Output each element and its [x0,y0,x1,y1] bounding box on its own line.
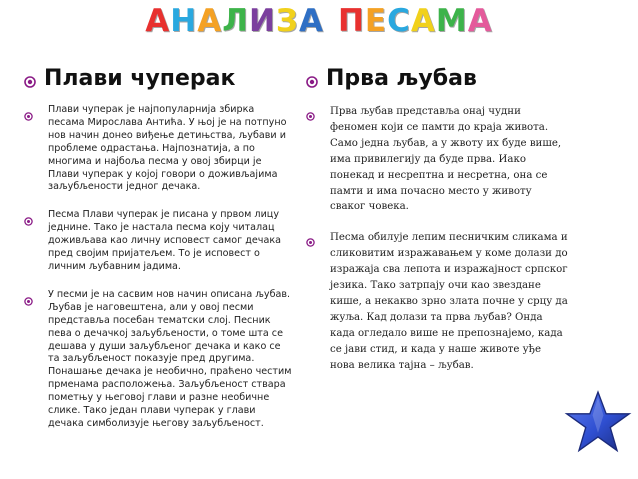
list-item [24,209,292,274]
list-item [24,289,292,431]
title-letter: Е [364,3,388,39]
left-heading-text: Плави чуперак [44,66,236,91]
bullet-text: Песма обилује лепим песничким сликама и сликовитим изражавањем у коме долази до изражаја сва лепота и изражајност српског језика. Тако затрпају очи као звездане кише, а некакво зрно злата почне у срцу да жуља. Кад долази та прва љубав? Онда када огледало више не препознајемо, када се јави стид, и када у наше животе уђе нова велика тајна – љубав. [330,232,568,371]
title-letter: М [435,3,468,39]
right-bullet-list [306,104,568,374]
target-bullet-icon [24,73,36,85]
target-bullet-icon [306,106,315,115]
title-letter: Л [222,3,249,39]
title-letter: А [467,3,493,39]
title-letter: С [387,3,411,39]
left-bullet-list [24,104,292,431]
list-item [306,104,568,215]
title-letter: А [410,3,436,39]
right-heading [306,66,568,92]
right-column [306,66,568,389]
target-bullet-icon [306,232,315,241]
target-bullet-icon [306,73,318,85]
target-bullet-icon [24,291,33,300]
title-letter: Н [170,3,198,39]
list-item [306,230,568,373]
title-letter: А [145,3,171,39]
title-letter: П [337,3,365,39]
bullet-text: У песми је на сасвим нов начин описана љубав. Љубав је наговештена, али у овој песми представља посебан тематски слој. Песник пева о дечачкој заљубљености, о томе шта се дешава у души заљубљеног дечака и како се та заљубљеност показује пред другима. Понашање дечака је необично, праћено честим прменама расположења. Заљубљеност ствара пометњу у његовој глави и разне необичне слике. Тако један плави чуперак у глави дечака симболизује његову заљубљеност. [48,288,292,429]
left-heading [24,66,292,92]
title-letter: И [248,3,276,39]
target-bullet-icon [24,106,33,115]
right-heading-text: Прва љубав [326,66,477,91]
title-letter: З [275,3,299,39]
target-bullet-icon [24,211,33,220]
bullet-text: Песма Плави чуперак је писана у првом лицу једнине. Тако је настала песма коју читалац доживљава као личну исповест самог дечака пред својим пријатељем. То је исповест о личним љубавним јадима. [48,209,282,272]
bullet-text: Прва љубав представља онај чудни феномен који се памти до краја живота. Само једна љубав, а у жвоту их буде више, има привилегију да буде прва. Иако понекад и несрептна и несретна, она се памти и има почасно место у животу сваког човека. [330,106,562,213]
bullet-text: Плави чуперак је најпопуларнија збирка песама Мирослава Антића. У њој је на потпуно нов начин донео виђење детињства, љубави и проблеме одрастања. Најпознатија, а по многима и најбоља песма у овој збирци је Плави чуперак у којој говори о доживљајима заљубљености једног дечака. [48,104,287,193]
list-item [24,104,292,194]
left-column [24,66,292,446]
title-letter: А [298,3,324,39]
star-icon [564,388,632,456]
slide-title [0,3,638,39]
title-letter: А [197,3,223,39]
